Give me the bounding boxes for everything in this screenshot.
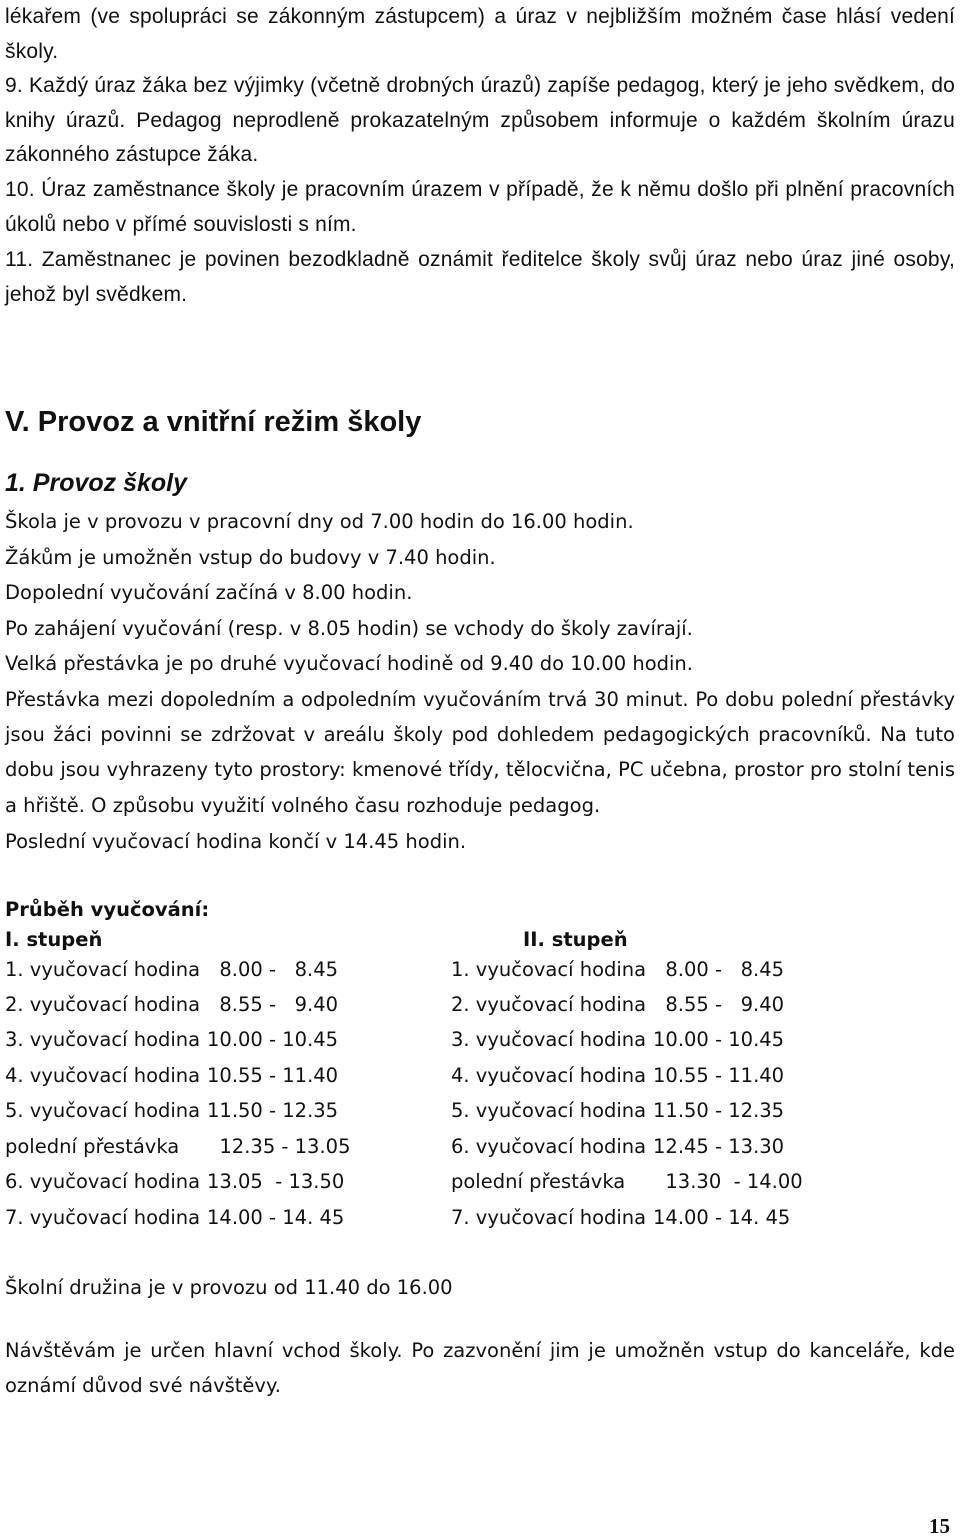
- schedule-time: 14.00 - 14. 45: [653, 1206, 791, 1229]
- operation-line: Po zahájení vyučování (resp. v 8.05 hodin) se vchody do školy zavírají.: [5, 617, 693, 640]
- schedule-label: 7. vyučovací hodina: [5, 1206, 201, 1229]
- schedule-title: Průběh vyučování:: [5, 898, 210, 921]
- schedule-row: [5, 1099, 338, 1122]
- paragraph-lunch-break: Přestávka mezi dopoledním a odpoledním vyučováním trvá 30 minut. Po dobu polední přestávky jsou žáci povinni se zdržovat v areálu školy pod dohledem pedagogických pracovníků. Na tuto dobu jsou vyhrazeny tyto prostory: kmenové třídy, tělocvična, PC učebna, prostor pro stolní tenis a hřiště. O způsobu využití volného času rozhoduje pedagog.: [5, 688, 955, 817]
- paragraph-rule-10: 10. Úraz zaměstnance školy je pracovním úrazem v případě, že k němu došlo při plnění pracovních úkolů nebo v přímé souvislosti s ním.: [5, 178, 955, 236]
- schedule-row: [451, 1064, 784, 1087]
- schedule-row: [5, 958, 338, 981]
- schedule-label: 3. vyučovací hodina: [451, 1028, 647, 1051]
- schedule-row: [5, 1135, 350, 1158]
- section-heading: V. Provoz a vnitřní režim školy: [5, 406, 422, 438]
- schedule-time: 10.00 - 10.45: [207, 1028, 339, 1051]
- schedule-label: 2. vyučovací hodina: [451, 993, 647, 1016]
- schedule-row: [5, 1206, 344, 1229]
- schedule-time: 11.50 - 12.35: [207, 1099, 339, 1122]
- stage-1-title: I. stupeň: [5, 928, 103, 951]
- schedule-time: 8.00 - 8.45: [653, 958, 785, 981]
- schedule-row: [451, 1170, 803, 1193]
- operation-line: Žákům je umožněn vstup do budovy v 7.40 hodin.: [5, 546, 496, 569]
- schedule-row: [451, 1099, 784, 1122]
- last-lesson-line: Poslední vyučovací hodina končí v 14.45 hodin.: [5, 830, 467, 853]
- schedule-time: 13.30 - 14.00: [653, 1170, 803, 1193]
- schedule-time: 10.55 - 11.40: [207, 1064, 339, 1087]
- page-number: 15: [929, 1514, 950, 1538]
- schedule-row: [5, 1028, 338, 1051]
- schedule-row: [5, 1064, 338, 1087]
- schedule-row: [451, 1206, 790, 1229]
- operation-line: Škola je v provozu v pracovní dny od 7.00 hodin do 16.00 hodin.: [5, 510, 634, 533]
- schedule-row: [451, 958, 784, 981]
- schedule-time: 10.55 - 11.40: [653, 1064, 785, 1087]
- schedule-row: [451, 993, 784, 1016]
- schedule-label: 6. vyučovací hodina: [451, 1135, 647, 1158]
- schedule-row: [5, 1170, 344, 1193]
- after-school-club-line: Školní družina je v provozu od 11.40 do 16.00: [5, 1276, 453, 1299]
- schedule-label: 2. vyučovací hodina: [5, 993, 201, 1016]
- section-subheading: 1. Provoz školy: [5, 469, 188, 497]
- schedule-label: 5. vyučovací hodina: [451, 1099, 647, 1122]
- paragraph-rule-9: 9. Každý úraz žáka bez výjimky (včetně drobných úrazů) zapíše pedagog, který je jeho svědkem, do knihy úrazů. Pedagog neprodleně prokazatelným způsobem informuje o každém školním úrazu zákonného zástupce žáka.: [5, 74, 955, 166]
- schedule-label: polední přestávka: [451, 1170, 626, 1193]
- schedule-time: 12.35 - 13.05: [207, 1135, 351, 1158]
- schedule-label: 3. vyučovací hodina: [5, 1028, 201, 1051]
- operation-line: Velká přestávka je po druhé vyučovací hodině od 9.40 do 10.00 hodin.: [5, 652, 693, 675]
- schedule-row: [451, 1135, 784, 1158]
- schedule-label: 4. vyučovací hodina: [5, 1064, 201, 1087]
- schedule-row: [5, 993, 338, 1016]
- schedule-time: 12.45 - 13.30: [653, 1135, 785, 1158]
- schedule-label: 7. vyučovací hodina: [451, 1206, 647, 1229]
- schedule-label: 5. vyučovací hodina: [5, 1099, 201, 1122]
- schedule-time: 10.00 - 10.45: [653, 1028, 785, 1051]
- schedule-label: 1. vyučovací hodina: [5, 958, 201, 981]
- paragraph-rule-11: 11. Zaměstnanec je povinen bezodkladně oznámit ředitelce školy svůj úraz nebo úraz jiné osoby, jehož byl svědkem.: [5, 248, 955, 306]
- schedule-time: 13.05 - 13.50: [207, 1170, 345, 1193]
- schedule-time: 8.00 - 8.45: [207, 958, 339, 981]
- paragraph-visitors: Návštěvám je určen hlavní vchod školy. Po zazvonění jim je umožněn vstup do kanceláře, kde oznámí důvod své návštěvy.: [5, 1339, 955, 1398]
- schedule-time: 11.50 - 12.35: [653, 1099, 785, 1122]
- schedule-label: 1. vyučovací hodina: [451, 958, 647, 981]
- schedule-row: [451, 1028, 784, 1051]
- schedule-label: 4. vyučovací hodina: [451, 1064, 647, 1087]
- schedule-time: 14.00 - 14. 45: [207, 1206, 345, 1229]
- operation-line: Dopolední vyučování začíná v 8.00 hodin.: [5, 581, 413, 604]
- schedule-time: 8.55 - 9.40: [207, 993, 339, 1016]
- schedule-label: polední přestávka: [5, 1135, 180, 1158]
- schedule-label: 6. vyučovací hodina: [5, 1170, 201, 1193]
- paragraph-injury-report-continuation: lékařem (ve spolupráci se zákonným zástupcem) a úraz v nejbližším možném čase hlásí vedení školy.: [5, 5, 955, 63]
- stage-2-title: II. stupeň: [523, 928, 628, 951]
- schedule-time: 8.55 - 9.40: [653, 993, 785, 1016]
